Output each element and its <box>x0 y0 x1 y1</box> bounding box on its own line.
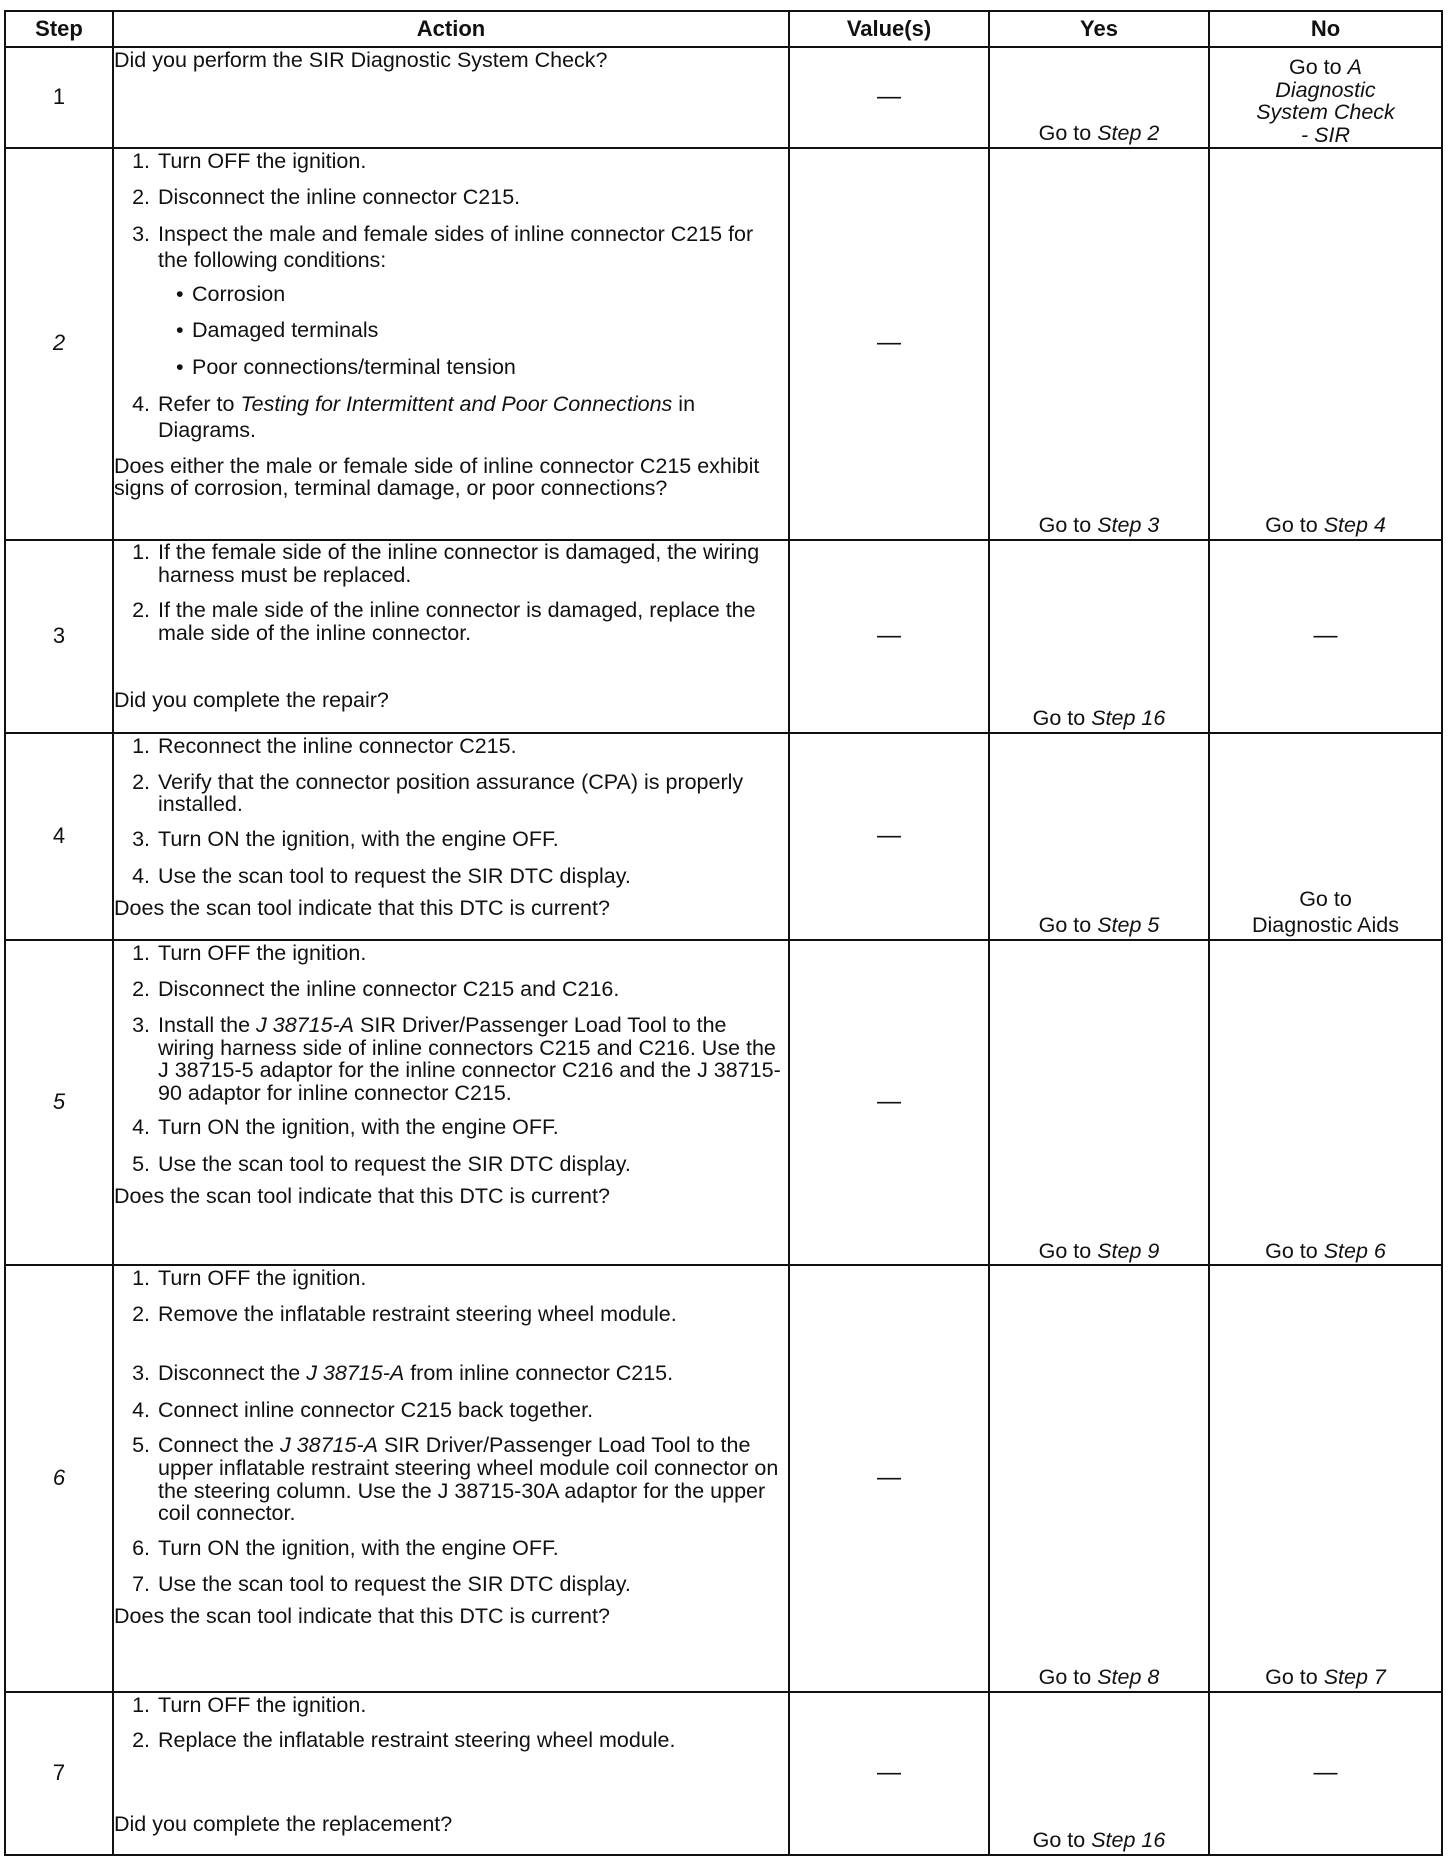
no-prefix: Go to <box>1265 512 1318 537</box>
step-number: 4 <box>5 733 113 940</box>
action-text: from inline connector C215. <box>410 1360 674 1385</box>
no-cell <box>1209 47 1442 148</box>
question: Did you complete the repair? <box>114 687 389 712</box>
question: Does either the male or female side of inline connector C215 exhibit signs of corrosion, terminal damage, or poor connections? <box>114 453 760 501</box>
action-item: 5. Use the scan tool to request the SIR DTC display. <box>156 1152 788 1178</box>
yes-prefix: Go to <box>1032 706 1086 731</box>
value-cell <box>789 47 989 148</box>
value-cell <box>789 1265 989 1691</box>
no-prefix: Go to <box>1299 886 1352 911</box>
yes-cell <box>989 1692 1209 1856</box>
question: Does the scan tool indicate that this DTC is current? <box>114 895 610 920</box>
no-cell <box>1209 1265 1442 1691</box>
header-no: No <box>1209 11 1442 47</box>
step-number: 3 <box>5 540 113 734</box>
action-item <box>156 1361 788 1387</box>
tool-name: J 38715-A <box>256 1013 355 1038</box>
no-dash: — <box>1313 1758 1338 1786</box>
value-cell <box>789 148 989 540</box>
diagnostic-table <box>4 10 1443 1856</box>
action-cell <box>113 540 789 734</box>
action-cell <box>113 1692 789 1856</box>
action-item: 6. Turn ON the ignition, with the engine OFF. <box>156 1536 788 1562</box>
action-list <box>114 941 788 1178</box>
action-item: 4. Turn ON the ignition, with the engine OFF. <box>156 1115 788 1141</box>
action-item <box>156 392 788 444</box>
step-number: 2 <box>5 148 113 540</box>
yes-prefix: Go to <box>1032 1828 1086 1853</box>
condition-list <box>158 282 788 381</box>
yes-prefix: Go to <box>1038 912 1092 937</box>
action-item: 2. Verify that the connector position assurance (CPA) is properly installed. <box>156 771 788 816</box>
action-item: 2. Disconnect the inline connector C215 and C216. <box>156 977 788 1003</box>
tool-name: J 38715-A <box>306 1360 405 1385</box>
table-row-step-5 <box>5 940 1442 1266</box>
reference-link[interactable]: Testing for Intermittent and Poor Connections <box>240 392 673 417</box>
value-dash: — <box>877 329 901 357</box>
action-item: 1. Turn OFF the ignition. <box>156 1693 788 1719</box>
action-item: 1. Reconnect the inline connector C215. <box>156 734 788 760</box>
yes-step-link[interactable]: Step 9 <box>1097 1238 1160 1263</box>
table-row-step-3 <box>5 540 1442 734</box>
question: Did you perform the SIR Diagnostic System Check? <box>114 48 608 72</box>
action-list <box>114 1266 788 1598</box>
step-number: 1 <box>5 47 113 148</box>
no-step-link[interactable]: Step 4 <box>1323 512 1386 537</box>
step-number: 7 <box>5 1692 113 1856</box>
action-item: 7. Use the scan tool to request the SIR DTC display. <box>156 1572 788 1598</box>
yes-cell <box>989 540 1209 734</box>
question: Does the scan tool indicate that this DTC is current? <box>114 1604 610 1629</box>
action-text: Connect the <box>158 1433 274 1458</box>
question: Does the scan tool indicate that this DTC is current? <box>114 1183 610 1208</box>
value-dash: — <box>877 82 901 110</box>
yes-step-link[interactable]: Step 8 <box>1097 1664 1160 1689</box>
action-cell <box>113 148 789 540</box>
action-item: 2. Replace the inflatable restraint steering wheel module. <box>156 1729 788 1753</box>
no-dash: — <box>1313 621 1338 649</box>
action-item: 4. Use the scan tool to request the SIR DTC display. <box>156 864 788 890</box>
value-dash: — <box>877 1758 901 1786</box>
question: Did you complete the replacement? <box>114 1811 453 1836</box>
table-row-step-1 <box>5 47 1442 148</box>
tool-name: J 38715-A <box>279 1433 378 1458</box>
action-item: 1. Turn OFF the ignition. <box>156 149 788 175</box>
no-prefix: Go to <box>1289 55 1342 79</box>
condition-item: • Poor connections/terminal tension <box>176 355 788 381</box>
no-cell <box>1209 148 1442 540</box>
yes-step-link[interactable]: Step 16 <box>1091 1828 1166 1853</box>
table-row-step-7 <box>5 1692 1442 1856</box>
action-text: in Diagrams. <box>158 392 696 442</box>
action-item: 1. Turn OFF the ignition. <box>156 1266 788 1292</box>
action-item: 4. Connect inline connector C215 back together. <box>156 1398 788 1424</box>
yes-step-link[interactable]: Step 16 <box>1091 706 1166 731</box>
header-yes: Yes <box>989 11 1209 47</box>
table-row-step-2 <box>5 148 1442 540</box>
action-item: 2. If the male side of the inline connector is damaged, replace the male side of the inline connector. <box>156 599 788 646</box>
condition-item: • Damaged terminals <box>176 318 788 344</box>
action-item: 1. If the female side of the inline connector is damaged, the wiring harness must be replaced. <box>156 541 788 588</box>
header-values: Value(s) <box>789 11 989 47</box>
yes-prefix: Go to <box>1038 120 1092 145</box>
action-text: Inspect the male and female sides of inline connector C215 for the following conditions: <box>158 222 754 272</box>
action-cell <box>113 1265 789 1691</box>
table-row-step-4 <box>5 733 1442 940</box>
action-item: 2. Disconnect the inline connector C215. <box>156 185 788 211</box>
action-text: Install the <box>158 1013 251 1038</box>
yes-prefix: Go to <box>1038 1664 1092 1689</box>
action-list <box>114 734 788 890</box>
no-step-link[interactable]: Step 6 <box>1323 1238 1386 1263</box>
table-row-step-6 <box>5 1265 1442 1691</box>
step-number: 6 <box>5 1265 113 1691</box>
action-text: SIR Driver/Passenger Load Tool to the wiring harness side of inline connectors C215 and C216. Use the J 38715-5 adaptor for the inline connector C216 and the J 38715-90 adaptor for inline connector C215. <box>158 1013 781 1105</box>
action-cell <box>113 47 789 148</box>
value-dash: — <box>877 821 901 849</box>
action-item: 3. Turn ON the ignition, with the engine OFF. <box>156 827 788 853</box>
yes-cell <box>989 148 1209 540</box>
action-text: Disconnect the <box>158 1360 301 1385</box>
yes-step-link[interactable]: Step 3 <box>1097 512 1160 537</box>
action-item <box>156 1434 788 1524</box>
action-cell <box>113 733 789 940</box>
yes-cell <box>989 47 1209 148</box>
action-item <box>156 1014 788 1104</box>
action-list <box>114 541 788 658</box>
no-prefix: Go to <box>1265 1664 1318 1689</box>
header-step: Step <box>5 11 113 47</box>
value-dash: — <box>877 1088 901 1116</box>
yes-step-link[interactable]: Step 2 <box>1097 120 1160 145</box>
action-list <box>114 1693 788 1764</box>
value-dash: — <box>877 1464 901 1492</box>
yes-cell <box>989 733 1209 940</box>
yes-cell <box>989 1265 1209 1691</box>
no-link-system-check[interactable]: A Diagnostic System Check - SIR <box>1256 55 1395 147</box>
value-cell <box>789 1692 989 1856</box>
no-link-diagnostic-aids[interactable]: Diagnostic Aids <box>1252 912 1399 937</box>
step-number: 5 <box>5 940 113 1266</box>
yes-cell <box>989 940 1209 1266</box>
action-list <box>114 149 788 444</box>
value-cell <box>789 940 989 1266</box>
action-item: 1. Turn OFF the ignition. <box>156 941 788 967</box>
yes-prefix: Go to <box>1038 512 1092 537</box>
yes-step-link[interactable]: Step 5 <box>1097 912 1160 937</box>
action-cell <box>113 940 789 1266</box>
no-cell <box>1209 940 1442 1266</box>
header-row <box>5 11 1442 47</box>
action-text: Refer to <box>158 392 235 417</box>
no-cell <box>1209 1692 1442 1856</box>
no-cell <box>1209 540 1442 734</box>
action-item <box>156 222 788 381</box>
yes-prefix: Go to <box>1038 1238 1092 1263</box>
no-prefix: Go to <box>1265 1238 1318 1263</box>
value-cell <box>789 540 989 734</box>
action-item: 2. Remove the inflatable restraint steering wheel module. <box>156 1303 788 1327</box>
no-step-link[interactable]: Step 7 <box>1323 1664 1386 1689</box>
value-dash: — <box>877 621 901 649</box>
action-text: SIR Driver/Passenger Load Tool to the upper inflatable restraint steering wheel module coil connector on the steering column. Use the J 38715-30A adaptor for the upper coil connector. <box>158 1433 779 1526</box>
no-cell <box>1209 733 1442 940</box>
value-cell <box>789 733 989 940</box>
condition-item: • Corrosion <box>176 282 788 308</box>
header-action: Action <box>113 11 789 47</box>
